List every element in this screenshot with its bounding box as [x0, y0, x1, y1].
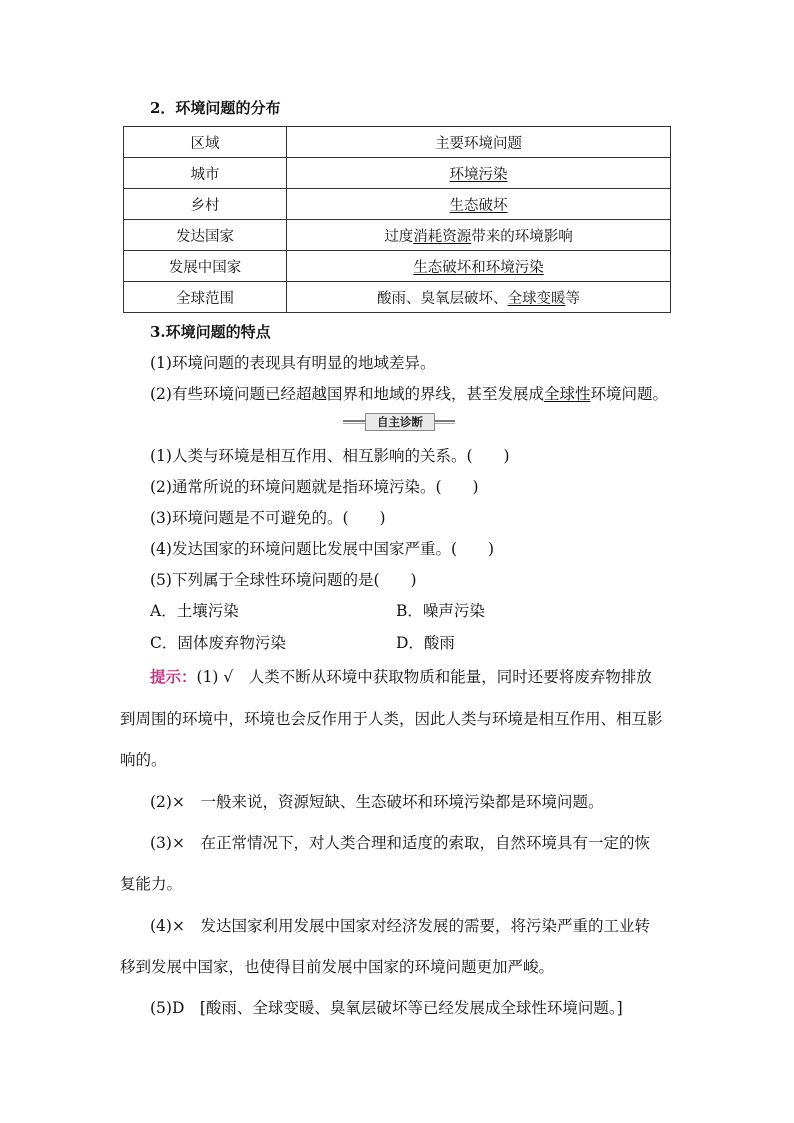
option-c: C．固体废弃物污染 [150, 634, 286, 652]
issue-text: 等 [565, 290, 580, 307]
option-d: D．酸雨 [396, 634, 455, 652]
answer-3-line-2: 复能力。 [120, 875, 183, 893]
issue-cell [287, 189, 671, 220]
header-issue: 主要环境问题 [287, 127, 671, 158]
question-4: (4)发达国家的环境问题比发展中国家严重。( ) [150, 540, 495, 558]
table-row [124, 158, 671, 189]
question-3: (3)环境问题是不可避免的。( ) [150, 509, 386, 527]
answer-1-line-1: 提示：(1) √ 人类不断从环境中获取物质和能量，同时还要将废弃物排放 [150, 667, 652, 686]
question-2: (2)通常所说的环境问题就是指环境污染。( ) [150, 478, 479, 496]
answer-1-line-2: 到周围的环境中，环境也会反作用于人类，因此人类与环境是相互作用、相互影 [120, 710, 663, 728]
feature-2: (2)有些环境问题已经超越国界和地域的界线，甚至发展成全球性环境问题。 [150, 385, 668, 403]
question-1: (1)人类与环境是相互作用、相互影响的关系。( ) [150, 447, 510, 465]
table-row [124, 282, 671, 313]
option-b: B．噪声污染 [396, 602, 485, 620]
answer-4-line-1: (4)× 发达国家利用发展中国家对经济发展的需要，将污染严重的工业转 [150, 917, 650, 935]
answer-1-line-3: 响的。 [120, 751, 167, 769]
table-row [124, 251, 671, 282]
issue-text: 全球变暖 [507, 290, 566, 307]
answer-3-line-1: (3)× 在正常情况下，对人类合理和适度的索取，自然环境具有一定的恢 [150, 834, 650, 852]
issue-text: 消耗资源 [413, 228, 472, 245]
header-region: 区域 [124, 127, 287, 158]
issue-text: 酸雨、臭氧层破坏、 [377, 290, 508, 307]
answer-4-line-2: 移到发展中国家，也使得目前发展中国家的环境问题更加严峻。 [120, 958, 555, 976]
option-a: A．土壤污染 [150, 602, 239, 620]
region-cell: 发达国家 [124, 220, 287, 251]
feature-1: (1)环境问题的表现具有明显的地域差异。 [150, 354, 436, 372]
issue-text: 带来的环境影响 [471, 228, 573, 245]
issue-text: 生态破坏和环境污染 [413, 259, 544, 276]
issue-cell [287, 251, 671, 282]
self-diagnosis-badge: 自主诊断 [343, 413, 455, 430]
issue-cell [287, 282, 671, 313]
issue-text: 环境污染 [449, 166, 508, 183]
table-row [124, 189, 671, 220]
hint-label: 提示： [150, 667, 197, 686]
issue-cell [287, 158, 671, 189]
section-2-title: 2．环境问题的分布 [150, 99, 281, 117]
answer-5: (5)D [酸雨、全球变暖、臭氧层破坏等已经发展成全球性环境问题。] [150, 999, 623, 1017]
keyword-global: 全球性 [543, 385, 591, 403]
table-header-row [124, 127, 671, 158]
issue-text: 过度 [384, 228, 414, 245]
environment-issues-table [123, 126, 671, 313]
question-5: (5)下列属于全球性环境问题的是( ) [150, 571, 417, 589]
table-row [124, 220, 671, 251]
region-cell: 乡村 [124, 189, 287, 220]
answer-2: (2)× 一般来说，资源短缺、生态破坏和环境污染都是环境问题。 [150, 793, 604, 811]
region-cell: 城市 [124, 158, 287, 189]
issue-cell [287, 220, 671, 251]
section-3-title: 3.环境问题的特点 [150, 323, 271, 341]
region-cell: 全球范围 [124, 282, 287, 313]
region-cell: 发展中国家 [124, 251, 287, 282]
issue-text: 生态破坏 [449, 197, 508, 214]
